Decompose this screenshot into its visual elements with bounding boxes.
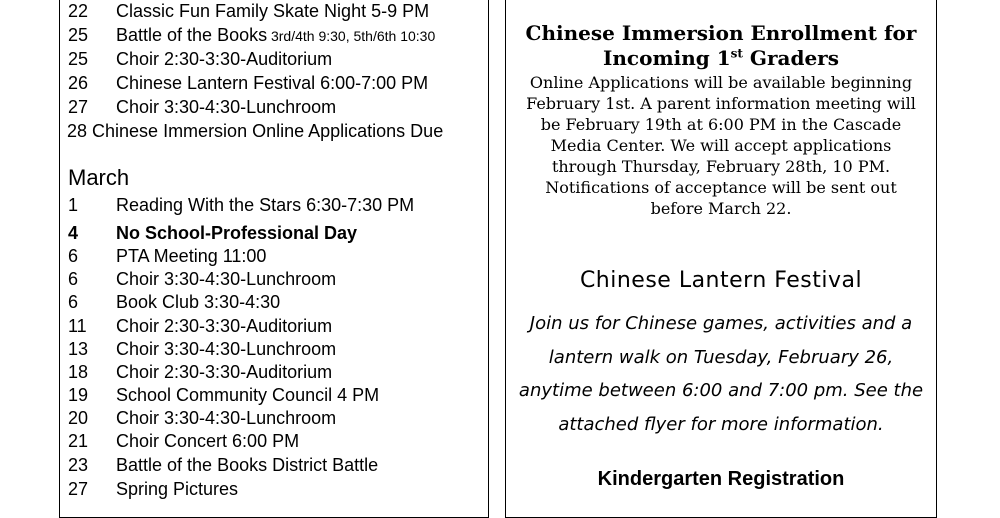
immersion-body-line: Notifications of acceptance will be sent out xyxy=(545,178,897,197)
event-day: 25 xyxy=(68,25,89,45)
event-text: School Community Council 4 PM xyxy=(116,385,380,405)
event-text: Choir Concert 6:00 PM xyxy=(116,431,300,451)
event-text: No School-Professional Day xyxy=(116,223,358,243)
event-text: Choir 2:30-3:30-Auditorium xyxy=(116,49,333,69)
march-heading: March xyxy=(68,165,130,190)
lantern-body-line: anytime between 6:00 and 7:00 pm. See the xyxy=(518,380,924,401)
immersion-body-line: be February 19th at 6:00 PM in the Cascade xyxy=(540,115,902,134)
event-day: 27 xyxy=(68,97,89,117)
event-day: 6 xyxy=(68,269,79,289)
immersion-body-line: before March 22. xyxy=(650,199,792,218)
event-day: 6 xyxy=(68,292,79,312)
calendar-panel xyxy=(59,0,489,518)
event-day: 1 xyxy=(68,195,79,215)
event-day: 11 xyxy=(68,316,87,336)
lantern-body-line: lantern walk on Tuesday, February 26, xyxy=(548,346,894,368)
event-day: 25 xyxy=(68,49,89,69)
event-day: 27 xyxy=(68,479,89,499)
lantern-body-line: Join us for Chinese games, activities and a xyxy=(529,313,913,334)
event-text: Spring Pictures xyxy=(116,479,239,499)
event-text: Chinese Lantern Festival 6:00-7:00 PM xyxy=(116,73,429,93)
kindergarten-title: Kindergarten Registration xyxy=(597,468,845,490)
event-text: Battle of the Books District Battle xyxy=(116,455,379,475)
event-text-small: 3rd/4th 9:30, 5th/6th 10:30 xyxy=(267,28,436,44)
event-day: 4 xyxy=(68,223,79,243)
event-text: Choir 2:30-3:30-Auditorium xyxy=(116,316,333,336)
event-text: Choir 2:30-3:30-Auditorium xyxy=(116,362,333,382)
event-day: 21 xyxy=(68,431,89,451)
event-day: 18 xyxy=(68,362,89,382)
event-text: Battle of the Books 3rd/4th 9:30, 5th/6th 10:30 xyxy=(116,25,436,45)
event-text: Choir 3:30-4:30-Lunchroom xyxy=(116,97,337,117)
immersion-body-line: Online Applications will be available beginning xyxy=(529,73,913,92)
event-day: 19 xyxy=(68,385,89,405)
announcements-panel xyxy=(505,0,937,518)
event-day: 23 xyxy=(68,455,89,475)
lantern-title: Chinese Lantern Festival xyxy=(579,268,863,293)
immersion-title-line1: Chinese Immersion Enrollment for xyxy=(525,21,917,45)
feb-full-line: 28 Chinese Immersion Online Applications Due xyxy=(67,121,444,141)
event-text: Choir 3:30-4:30-Lunchroom xyxy=(116,269,337,289)
immersion-body-line: Media Center. We will accept applications xyxy=(550,136,892,155)
lantern-body-line: attached flyer for more information. xyxy=(558,413,884,435)
event-text: Reading With the Stars 6:30-7:30 PM xyxy=(116,195,415,215)
event-day: 20 xyxy=(68,408,89,428)
event-text: Classic Fun Family Skate Night 5-9 PM xyxy=(116,1,430,21)
immersion-title-line2: Incoming 1st Graders xyxy=(603,46,839,70)
event-text: Choir 3:30-4:30-Lunchroom xyxy=(116,408,337,428)
event-day: 13 xyxy=(68,339,89,359)
event-text: PTA Meeting 11:00 xyxy=(116,246,267,266)
event-day: 22 xyxy=(68,1,89,21)
event-day: 26 xyxy=(68,73,89,93)
event-text: Choir 3:30-4:30-Lunchroom xyxy=(116,339,337,359)
immersion-body-line: through Thursday, February 28th, 10 PM. xyxy=(551,157,891,176)
immersion-body-line: February 1st. A parent information meeting will xyxy=(526,94,916,113)
event-day: 6 xyxy=(68,246,79,266)
event-text: Book Club 3:30-4:30 xyxy=(116,292,281,312)
